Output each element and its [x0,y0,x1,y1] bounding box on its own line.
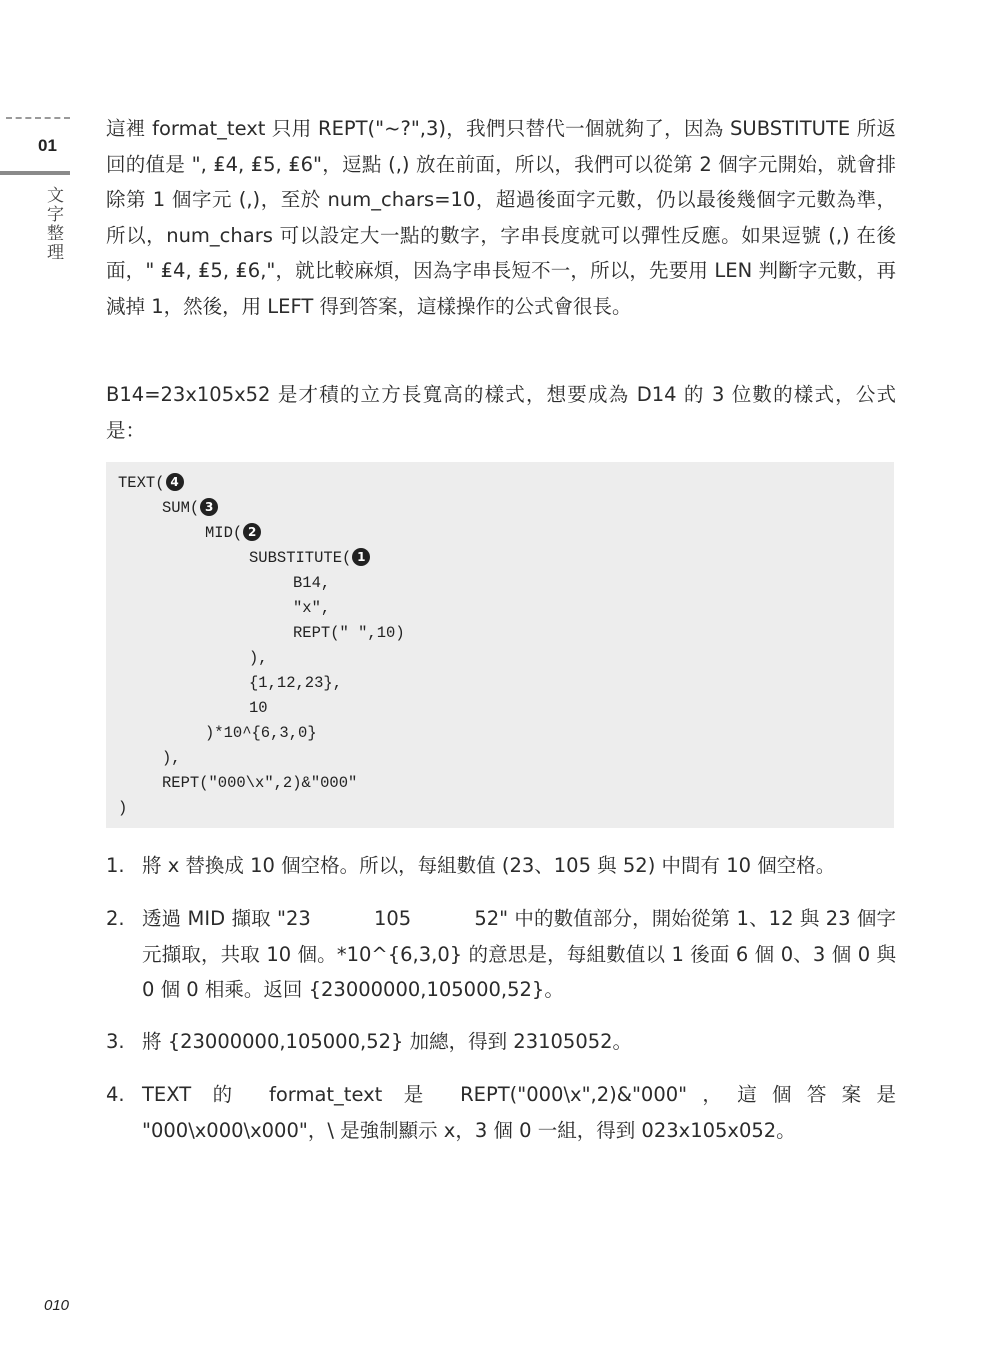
code-line: TEXT( 4 [118,471,184,496]
code-line: REPT("000\x",2)&"000" [162,774,358,792]
list-item [106,848,896,884]
step-2-badge: 2 [243,523,261,541]
list-item [106,1024,896,1060]
code-line: SUBSTITUTE( 1 [249,546,370,571]
code-line: REPT(" ",10) [293,624,405,642]
code-line: 10 [249,699,268,717]
page-number: 010 [44,1297,70,1314]
code-line: "x", [293,599,331,617]
list-item-number: 4. [106,1083,125,1106]
chapter-tab-bar [0,171,70,175]
list-item-text: 透過 MID 擷取 "23 105 52" 中的數值部分，開始從第 1、12 與 23 個字元擷取，共取 10 個。*10^{6,3,0} 的意思是，每組數值以 1 後面 6 個 0、3 個 0 與 0 個 0 相乘。返回 {23000000,105000,52}。 [142,907,903,1001]
list-item-number: 2. [106,907,125,930]
list-item [106,901,903,1008]
code-line: ) [118,799,128,817]
chapter-title: 文字整理 [43,186,63,262]
list-item-number: 1. [106,854,125,877]
list-item-text: 將 x 替換成 10 個空格。所以，每組數值 (23、105 與 52) 中間有 10 個空格。 [142,854,836,877]
step-3-badge: 3 [200,498,218,516]
list-item-text: 將 {23000000,105000,52} 加總，得到 23105052。 [142,1030,633,1053]
code-line: SUM( 3 [162,496,218,521]
step-4-badge: 4 [166,473,184,491]
code-line: MID( 2 [205,521,261,546]
list-item [106,1077,896,1148]
paragraph-format-text: 這裡 format_text 只用 REPT("~?",3)，我們只替代一個就夠了，因為 SUBSTITUTE 所返回的值是 ", ₤4, ₤5, ₤6"，逗點 (,) 放在前面，所以，我們可以從第 2 個字元開始，就會排除第 1 個字元 (,)，至於 num_chars=10，超過後面字元數，仍以最後幾個字元數為準，所以，num_chars 可以設定大一點的數字，字串長度就可以彈性反應。如果逗號 (,) 在後面，" ₤4, ₤5, ₤6,"，就比較麻煩，因為字串長短不一，所以，先要用 LEN 判斷字元數，再減掉 1，然後，用 LEFT 得到答案，這樣操作的公式會很長。 [106,117,896,318]
code-line: ), [249,649,268,667]
list-item-text: TEXT 的 format_text 是 REPT("000\x",2)&"000"，這個答案是 "000\x000\x000"，\ 是強制顯示 x，3 個 0 一組，得到 023x105x052。 [142,1083,896,1142]
code-line: )*10^{6,3,0} [205,724,317,742]
list-item-number: 3. [106,1030,125,1053]
paragraph-formula-intro: B14=23x105x52 是才積的立方長寬高的樣式，想要成為 D14 的 3 位數的樣式，公式是： [106,383,896,442]
code-line: ), [162,749,181,767]
chapter-number: 01 [38,136,57,155]
step-1-badge: 1 [352,548,370,566]
code-line: B14, [293,574,331,592]
code-block [106,462,894,828]
chapter-tab-dashes [6,117,70,119]
code-line: {1,12,23}, [249,674,343,692]
